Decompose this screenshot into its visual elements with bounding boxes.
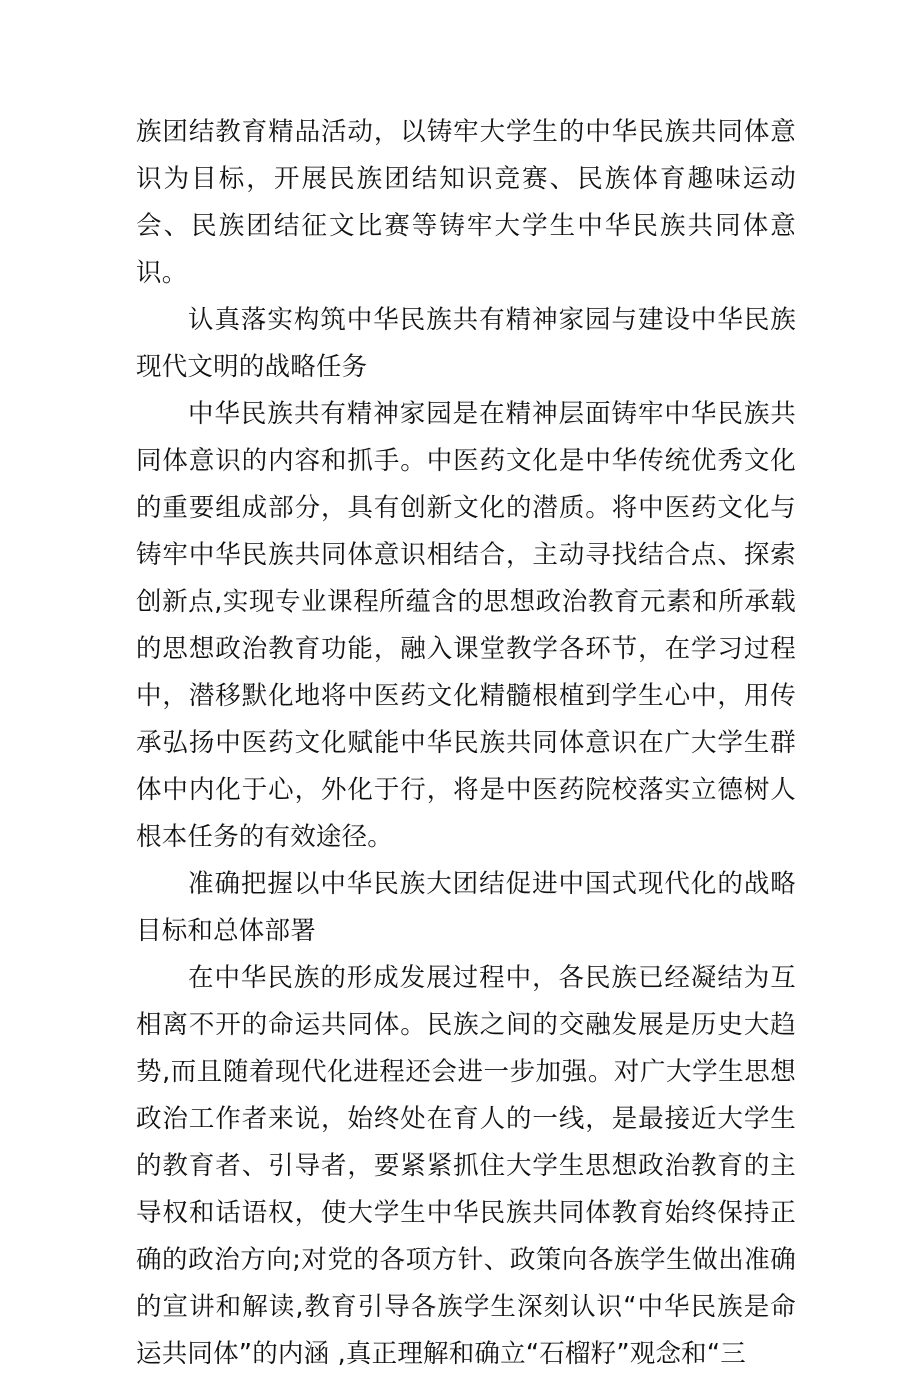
paragraph-spiritual-home: 中华民族共有精神家园是在精神层面铸牢中华民族共同体意识的内容和抓手。中医药文化是中华传统优秀文化的重要组成部分，具有创新文化的潜质。将中医药文化与铸牢中华民族共同体意识相结合，主动寻找结合点、探索创新点,实现专业课程所蕴含的思想政治教育元素和所承载的思想政治教育功能，融入课堂教学各环节，在学习过程中，潜移默化地将中医药文化精髓根植到学生心中，用传承弘扬中医药文化赋能中华民族共同体意识在广大学生群体中内化于心，外化于行，将是中医药院校落实立德树人根本任务的有效途径。 [136, 399, 796, 852]
paragraph-great-unity: 在中华民族的形成发展过程中，各民族已经凝结为互相离不开的命运共同体。民族之间的交融发展是历史大趋势,而且随着现代化进程还会进一步加强。对广大学生思想政治工作者来说，始终处在育人的一线，是最接近大学生的教育者、引导者，要紧紧抓住大学生思想政治教育的主导权和话语权，使大学生中华民族共同体教育始终保持正确的政治方向;对党的各项方针、政策向各族学生做出准确的宣讲和解读,教育引导各族学生深刻认识“中华民族是命运共同体”的内涵 ,真正理解和确立“石榴籽”观念和“三 [136, 963, 796, 1369]
section-heading-great-unity: 准确把握以中华民族大团结促进中国式现代化的战略目标和总体部署 [136, 869, 796, 946]
document-body [136, 109, 796, 1378]
section-heading-spiritual-home: 认真落实构筑中华民族共有精神家园与建设中华民族现代文明的战略任务 [136, 305, 796, 382]
paragraph-continued: 族团结教育精品活动，以铸牢大学生的中华民族共同体意识为目标，开展民族团结知识竞赛、民族体育趣味运动会、民族团结征文比赛等铸牢大学生中华民族共同体意识。 [136, 117, 796, 288]
